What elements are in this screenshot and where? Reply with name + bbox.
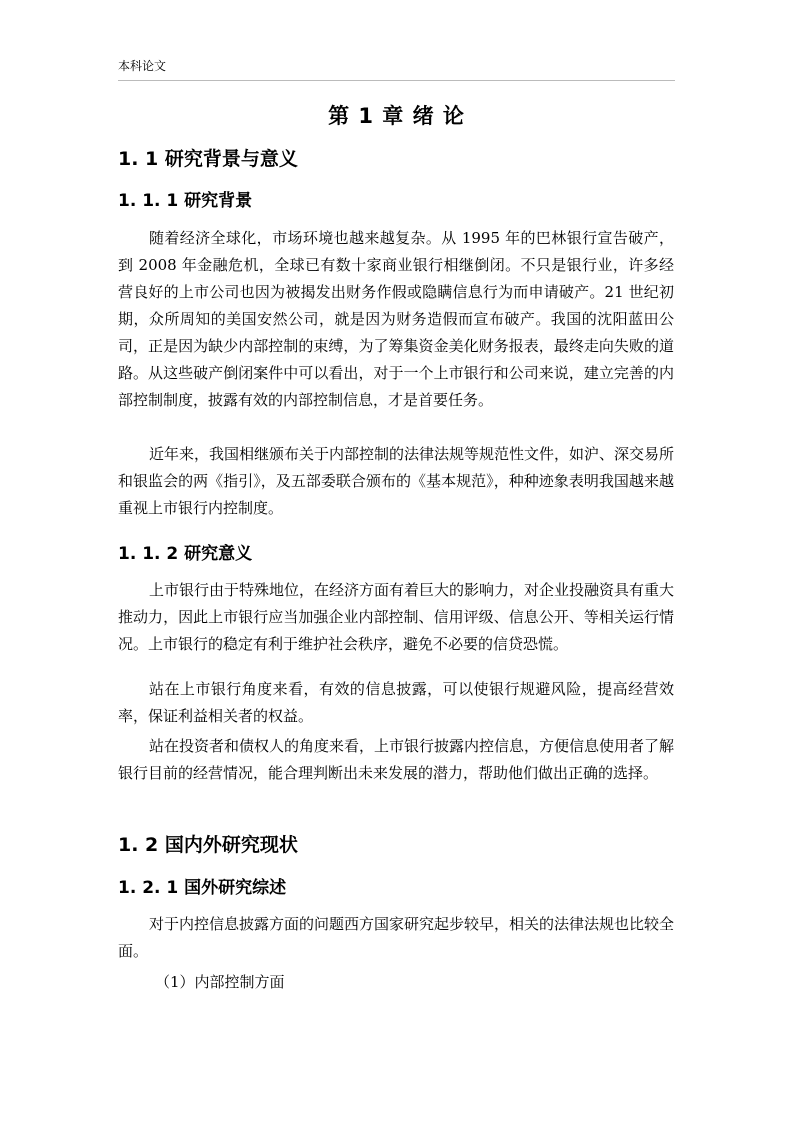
running-header: 本科论文 (118, 59, 167, 73)
paragraph-background-1: 随着经济全球化，市场环境也越来越复杂。从 1995 年的巴林银行宣告破产，到 2008 年金融危机，全球已有数十家商业银行相继倒闭。不只是银行业，许多经营良好的上市公司也因为被揭发出财务作假或隐瞒信息行为而申请破产。21 世纪初期，众所周知的美国安然公司，就是因为财务造假而宣布破产。我国的沈阳蓝田公司，正是因为缺少内部控制的束缚，为了筹集资金美化财务报表，最终走向失败的道路。从这些破产倒闭案件中可以看出，对于一个上市银行和公司来说，建立完善的内部控制制度，披露有效的内部控制信息，才是首要任务。 (118, 229, 674, 409)
paragraph-significance-3: 站在投资者和债权人的角度来看，上市银行披露内控信息，方便信息使用者了解银行目前的经营情况，能合理判断出未来发展的潜力，帮助他们做出正确的选择。 (118, 737, 675, 782)
paragraph-foreign-research: 对于内控信息披露方面的问题西方国家研究起步较早，相关的法律法规也比较全面。 (118, 915, 675, 960)
header-divider (118, 80, 675, 81)
section-heading-1-2: 1. 2 国内外研究现状 (118, 834, 298, 856)
paragraph-significance-2: 站在上市银行角度来看，有效的信息披露，可以使银行规避风险，提高经营效率，保证利益相关者的权益。 (118, 680, 674, 725)
chapter-title: 第 1 章 绪 论 (328, 104, 465, 128)
paragraph-significance-1: 上市银行由于特殊地位，在经济方面有着巨大的影响力，对企业投融资具有重大推动力，因此上市银行应当加强企业内部控制、信用评级、信息公开、等相关运行情况。上市银行的稳定有利于维护社会秩序，避免不必要的信贷恐慌。 (118, 581, 675, 653)
paragraph-background-2: 近年来，我国相继颁布关于内部控制的法律法规等规范性文件，如沪、深交易所和银监会的两《指引》，及五部委联合颁布的《基本规范》，种种迹象表明我国越来越重视上市银行内控制度。 (118, 445, 675, 517)
subsection-heading-1-1-2: 1. 1. 2 研究意义 (118, 544, 253, 564)
list-item-internal-control: （1）内部控制方面 (155, 973, 285, 991)
subsection-heading-1-2-1: 1. 2. 1 国外研究综述 (118, 878, 287, 898)
section-heading-1-1: 1. 1 研究背景与意义 (118, 148, 298, 170)
subsection-heading-1-1-1: 1. 1. 1 研究背景 (118, 191, 253, 211)
